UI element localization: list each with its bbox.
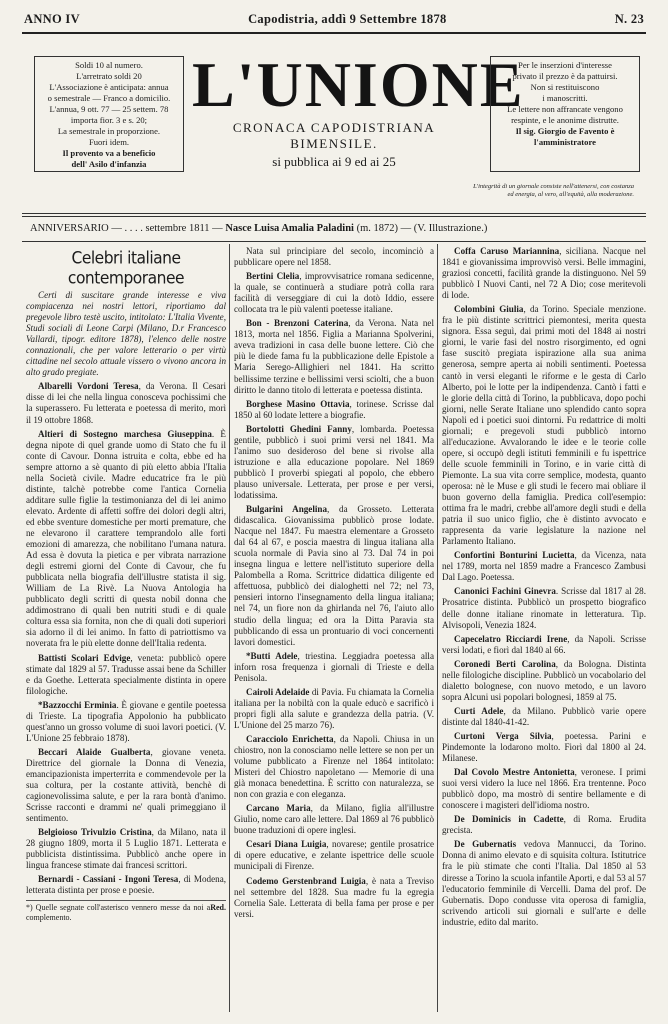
article-intro: Certi di suscitare grande interesse e viva compiacenza nei nostri lettori, riportiamo dal pregevole libro testè uscito, intitolato: L'Italia Vivente, Studi sociali di Leone Carpi (Milano, D.r Francesco Vallardi, tipogr. editore 1878), l'elenco delle nostre connazionali, che per valore letterario o per virtù cittadine nel secolo attuale vissero o vivono ancora in alto grado pregiate.: [26, 290, 226, 378]
biography-entry: [26, 381, 226, 425]
entry-name: De Gubernatis: [454, 839, 517, 850]
entry-text: , da Grosseto. Letterata didascalica. Giovanissima pubblicò prose lodate. Nacque nel 1847. Fu maestra elementare a Grosseto dal 64 al 67, e poscia maestra di lingua italiana alla scuola normale di Pavia sino al 73. Dal 74 in poi insegna lingua e lettere nell'istituto superiore della Palombella a Roma. Scrittrice didattica diligente ed affettuosa, pubblicò dei dialoghetti nel 72; nel 73, pensieri intorno l'insegnamento della lingua italiana; nel 74, un fiore non da ghirlanda nel 76, l'aiuto allo studio della lingua; ed ora la Ditta Paravia sta pubblicando di essa un prontuario di voci concernenti lavori domestici.: [234, 504, 434, 647]
article-title: Celebri italiane contemporanee: [67, 248, 185, 288]
newspaper-title: L'UNIONE: [192, 49, 525, 120]
entry-text: , è nata a Treviso nel settembre del 1828. Sua madre fu la egregia Cornelia Sale. Letterata di bella fama per prose e per versi.: [234, 875, 434, 919]
biography-entry: [442, 246, 646, 301]
entry-text: , di Roma. Erudita grecista.: [442, 814, 646, 836]
biography-entry: [442, 659, 646, 703]
anniversary-label: ANNIVERSARIO — . . . . settembre 1811 —: [30, 223, 223, 234]
entry-name: Cesari Diana Luigia: [246, 839, 327, 850]
entry-text: , novarese; gentile prosatrice di opere educative, e zelante ispettrice delle scuole municipali di Firenze.: [234, 839, 434, 872]
entry-name: Bon - Brenzoni Caterina: [246, 318, 349, 329]
biography-entry: [234, 271, 434, 315]
biography-entry: [442, 767, 646, 811]
anniversary-name: Nasce Luisa Amalia Paladini: [225, 223, 354, 234]
box-line: Il sig. Giorgio de Favento è: [515, 126, 615, 136]
entry-text: . Scrisse dal 1817 al 28. Prosatrice distinta. Pubblicò un prospetto biografico delle donne italiane rinomate in letteratura. Tip. Alvisopoli, Venezia 1824.: [442, 586, 646, 630]
entry-name: Battisti Scolari Edvige: [38, 652, 131, 663]
biography-entry: [234, 876, 434, 920]
entry-text: , da Bologna. Distinta nelle filologiche discipline. Pubblicò un vocabolario del dialetto bolognese, con nuovo metodo, e un lavoro sopra Alcuni usi popolari bolognesi, 1859 al 75.: [442, 658, 646, 702]
masthead-rule: [22, 213, 646, 214]
entry-name: Beccari Alaide Gualberta: [38, 746, 151, 757]
year-label: ANNO IV: [24, 11, 80, 26]
box-line: L'Associazione è anticipata: annua: [49, 82, 169, 92]
entry-text: , da Milano. Pubblicò varie opere distinte dal 1840-41-42.: [442, 705, 646, 727]
entry-name: Bortolotti Ghedini Fanny: [246, 423, 352, 434]
column-2: [234, 246, 434, 1016]
entry-text: , da Napoli. Chiusa in un chiostro, non la conosciamo nelle lettere se non per un volume pubblicato a Firenze nel 1864 intitolato: Misteri del Chiostro napoletano — Memorie di una già monaca benedettina. È scritto con naturalezza, se non con grazia e con eleganza.: [234, 733, 434, 800]
entry-name: Codemo Gerstenbrand Luigia: [246, 875, 366, 886]
biography-entry: [442, 550, 646, 583]
biography-entry: [234, 651, 434, 684]
issue-number: N. 23: [614, 11, 644, 26]
entry-text: , da Napoli. Scrisse versi lodati, e fiorì dal 1840 al 66.: [442, 633, 646, 655]
box-line: L'annua, 9 ott. 77 — 25 settem. 78: [49, 104, 169, 114]
epigraph: [404, 183, 634, 199]
entry-name: Coffa Caruso Mariannina: [454, 246, 560, 256]
entry-name: Borghese Masino Ottavia: [246, 398, 350, 409]
biography-entry: [442, 586, 646, 630]
box-line: dell' Asilo d'infanzia: [71, 159, 147, 169]
masthead: [22, 50, 646, 200]
entry-text: , poetessa. Parini e Pindemonte la lodarono molto. Fiorì dal 1800 al 24. Milanese.: [442, 730, 646, 764]
entry-name: De Dominicis in Cadette: [454, 814, 564, 825]
footnote-signature: Red.: [210, 903, 226, 913]
biography-entry: [442, 839, 646, 927]
entry-text: , improvvisatrice romana sedicenne, la quale, se continuerà a studiare potrà colla rara facilità di verseggiare di cui la dotò Iddio, essere collocata tra le più valenti poetesse italiane.: [234, 271, 434, 315]
entry-name: *Bazzocchi Erminia: [38, 699, 117, 710]
top-line: [24, 10, 644, 28]
biography-entry: [442, 814, 646, 836]
entry-text: . È degna nipote di quel grande uomo di Stato che fu il conte di Cavour. Donna istruita e colta, ebbe ed ha sempre attorno a sè quanto di più eletto abbia l'Italia nella Società civile. Madre educatrice fra le più distinte, talchè potrebbe come l'antica Cornelia additare sulle figlie la testimonianza del di lei animo elevato. Ardente di affetti soffre dei dolori degli altri, ed ebbe sventure domestiche per morti premature, che ne elevarono il carattere temprandolo alle forti emozioni di amarezza, che nobilitano l'umana natura. Ad essa è dovuta la pietica e per vibrata narrazione degli estremi giorni del Conte di Cavour, che fu pubblicata nella biografia dell'illustre statista il sig. William de La Rivè. La Nuova Antologia ha pubblicato degli scritti di questa nobil donna che addimostrano di quali ben nutriti studi e di quale coltura essa sia fornita, non che di quali doti superiori sia adorno il di lei animo. In fatto di patriottismo va noverata fra le più elette donne dell'Italia redenta.: [26, 428, 226, 649]
biography-entry: [26, 747, 226, 824]
entry-text: , da Torino. Speciale menzione. fra le più distinte scrittrici piemontesi, merita questa signora. Essa seguì, dai primi moti del 1848 ai nostri giorni, le varie fasi del nostro risorgimento, ed ogni fase suscitò pregiata ispirazione alla sua anima generosa, sempre aperta ai nobili sentimenti. Poetessa cantò in versi eleganti le riforme e le gesta di Carlo Alberto, poi le lotte per la indipendenza. Cantò i fatti e le glorie della città di Torino, la pubblicava, dopo pochi giorni, nelle Serate Italiane uno splendido canto sopra Napoli ed i poetici suoi dintorni. Fu redattrice di molti giornali; e pregevoli studi pubblicò intorno all'educazione. Avvalorando le idee e le teorie colle opere, si occupò degli istituti femminili e fu ispettrice delle scuole femminili in Torino, e in varie città di Piemonte. La sua vita corre semplice, modesta, quanto operosa: nè le Muse e gli studi le fecero mai obliare il buon governo della famiglia. Predica coll'esempio: ottima fra le madri, crebbe all'amore degli studi e della patria il suo unico figlio, che è distinto avvocato e rappresenta da varie legislature la nazione nel Parlamento Italiano.: [442, 304, 646, 547]
entry-text: . È giovane e gentile poetessa di Trieste. La tipografia Appolonio ha pubblicato quest'anno un grosso volume di suoi lavori poetici. (V. L'Unione 25 febbraio 1878).: [26, 699, 226, 743]
entry-name: Confortini Bonturini Lucietta: [454, 550, 575, 561]
entry-name: Altieri di Sostegno marchesa Giuseppina: [38, 428, 212, 439]
entry-name: Curtoni Verga Silvia: [454, 730, 552, 741]
entry-name: Albarelli Vordoni Teresa: [38, 381, 139, 392]
biography-entry: [234, 246, 434, 268]
biography-entry: [234, 803, 434, 836]
biography-entry: [26, 429, 226, 650]
entry-name: Bulgarini Angelina: [246, 504, 327, 515]
epigraph-line-1: L'integrità di un giornale consiste nell'attenersi, con costanza: [473, 183, 634, 190]
newspaper-subtitle: CRONACA CAPODISTRIANA BIMENSILE.: [232, 120, 436, 151]
article-body: [26, 246, 646, 1016]
box-line: l'amministratore: [534, 137, 596, 147]
entry-name: Colombini Giulia: [454, 304, 524, 315]
entry-text: , veronese. I primi suoi versi videro la luce nel 1866. Era trentenne. Poco pubblicò dopo, ma mostrò di sentire bellamente e di conoscere i magisteri dell'idioma nostro.: [442, 767, 646, 811]
masthead-rule-2: [22, 216, 646, 217]
box-line: Le lettere non affrancate vengono: [507, 104, 623, 114]
entry-name: *Butti Adele: [246, 650, 298, 661]
entry-text: vedova Mannucci, da Torino. Donna di animo elevato e di squisita coltura. Istitutrice fra le più stimate che conti l'Italia. Dal 1850 al 53 diresse a Torino la scuola infantile Aporti, e dal 53 al 57 l'educatorio femminile di Vercelli. Dama del prof. De Gubernatis. Dopo condusse vita operosa di famiglia, scrivendo articoli sui giornali e sull'arte e delle industrie, edito dal marito.: [442, 839, 646, 927]
biography-entry: [26, 700, 226, 744]
entry-name: Coronedi Berti Carolina: [454, 658, 556, 669]
box-line: respinte, e le anonime distrutte.: [511, 115, 619, 125]
box-line: o semestrale — Franco a domicilio.: [47, 93, 171, 103]
footnote: [26, 900, 226, 922]
entry-name: Bertini Clelia: [246, 271, 300, 282]
column-1: [26, 246, 226, 1016]
box-line: Il provento va a beneficio: [62, 148, 156, 158]
entry-name: Dal Covolo Mestre Antonietta: [454, 767, 575, 778]
entry-text: , lombarda. Poetessa gentile, pubblicò i suoi primi versi nel 1841. Ma l'animo suo desideroso del bene si rivolse alla istruzione e alla educazione popolare. Nel 1869 pubblicò I proverbi spiegati al popolo, che ebbero plauso universale. Letterata, per prose e per versi, lodatissima.: [234, 423, 434, 500]
anniversary-rest: (m. 1872) — (V. Illustrazione.): [356, 223, 488, 234]
box-line: privato il prezzo è da pattuirsi.: [512, 71, 618, 81]
entry-text: , di Modena, letterata distinta per prose e poesie.: [26, 874, 226, 896]
entry-text: , da Verona. Nata nel 1813, morta nel 1856. Figlia a Marianna Spolverini, aveva tradizioni in casa delle buone lettere. Ciò che più le diede fama fu la pubblicazione delle Epistole a Maria Serego-Allighieri nel 1841. Ha scritto bellissime terzine e bellissimi versi sciolti, che a buon diritto le danno titolo di letterata e poetessa distinta.: [234, 318, 434, 395]
entry-text: , veneta: pubblicò opere stimate dal 1829 al 57. Tradusse assai bene da Schiller e da Goethe. Letterata specialmente distinta in opere filologiche.: [26, 652, 226, 696]
entry-text: di Pavia. Fu chiamata la Cornelia italiana per la nobiltà con la quale educò e sacrificò i propri figli alla salute e grandezza della patria. (V. L'Unione del 25 marzo 76).: [234, 686, 434, 730]
entry-text: Nata sul principiare del secolo, incominciò a pubblicare opere nel 1858.: [234, 246, 434, 268]
column-3: [442, 246, 646, 1016]
entry-text: , da Verona. Il Cesari disse di lei che nella lingua conosceva pochissimi che la superassero. Fu letterata e poetessa di merito, morì il 19 ottobre 1868.: [26, 381, 226, 425]
box-line: Soldi 10 al numero.: [75, 60, 143, 70]
biography-entry: [442, 634, 646, 656]
biography-entry: [234, 839, 434, 872]
entry-name: Bernardi - Cassiani - Ingoni Teresa: [38, 874, 179, 885]
entry-text: , siciliana. Nacque nel 1841 e giovanissima improvvisò versi. Belle immagini, graziosi concetti, facilità grande la distinguono. Nel 59 pubblicò I Nuovi Canti, nel 72 A Dio; cose meritevoli di lode.: [442, 246, 646, 301]
box-line: importa fior. 3 e s. 20;: [70, 115, 148, 125]
subscription-box: [34, 56, 184, 172]
biography-entry: [442, 706, 646, 728]
entry-text: , da Vicenza, nata nel 1789, morta nel 1859 madre a Francesco Zambusi Dal Lago. Poetessa.: [442, 550, 646, 583]
box-line: La semestrale in proporzione.: [57, 126, 161, 136]
publication-schedule: si pubblica ai 9 ed ai 25: [272, 154, 396, 169]
entry-text: , da Milano, nata il 28 giugno 1809, morta il 5 Luglio 1871. Letterata e pubblicista distintissima. Pubblicò anche opere in lingua francese stimate dai francesi scrittori.: [26, 827, 226, 871]
box-line: i manoscritti.: [542, 93, 588, 103]
anniversary-line: [30, 223, 638, 241]
anniversary-rule: [22, 241, 646, 242]
header-rule: [22, 32, 646, 34]
entry-name: Cairoli Adelaide: [246, 686, 310, 697]
entry-name: Canonici Fachini Ginevra: [454, 586, 556, 597]
entry-name: Capecelatro Ricciardi Irene: [454, 633, 568, 644]
entry-text: , giovane veneta. Direttrice del giornale la Donna di Venezia, emancipazionista imperterrita e commendevole per la sua coltura, per la costante attività, benchè di cagionevolissima salute, e per la rara bontà d'animo. Scrisse racconti e drammi ne' quali primeggiano il sentimento.: [26, 746, 226, 824]
entry-name: Carcano Maria: [246, 803, 311, 814]
entry-text: , da Milano, figlia all'illustre Giulio, nome caro alle lettere. Dal 1869 al 76 pubblicò buone traduzioni di opere inglesi.: [234, 803, 434, 836]
footnote-text: *) Quelle segnate coll'asterisco vennero messe da noi a complemento.: [26, 903, 211, 922]
entry-name: Belgioioso Trivulzio Cristina: [38, 827, 152, 838]
biography-entry: [234, 424, 434, 501]
entry-text: , triestina. Leggiadra poetessa alla inforn rosa frequenza i giornali di Trieste e della Penisola.: [234, 650, 434, 683]
dateline: Capodistria, addì 9 Settembre 1878: [248, 11, 447, 26]
box-line: Non si restituiscono: [530, 82, 600, 92]
box-line: L'arretrato soldi 20: [76, 71, 142, 81]
epigraph-line-2: ed energia, al vero, all'equità, alla moderazione.: [507, 191, 634, 198]
entry-name: Curti Adele: [454, 705, 504, 716]
biography-entry: [234, 504, 434, 648]
box-line: Fuori idem.: [88, 137, 130, 147]
biography-entry: [234, 399, 434, 421]
box-line: Per le inserzioni d'interesse: [518, 60, 612, 70]
biography-entry: [26, 874, 226, 896]
entry-text: , torinese. Scrisse dal 1850 al 60 lodate lettere a biografie.: [234, 398, 434, 420]
biography-entry: [234, 687, 434, 731]
biography-entry: [234, 734, 434, 800]
biography-entry: [442, 304, 646, 547]
biography-entry: [26, 827, 226, 871]
biography-entry: [442, 731, 646, 764]
entry-name: Caracciolo Enrichetta: [246, 733, 334, 744]
notice-box: [490, 56, 640, 172]
biography-entry: [234, 318, 434, 395]
biography-entry: [26, 653, 226, 697]
